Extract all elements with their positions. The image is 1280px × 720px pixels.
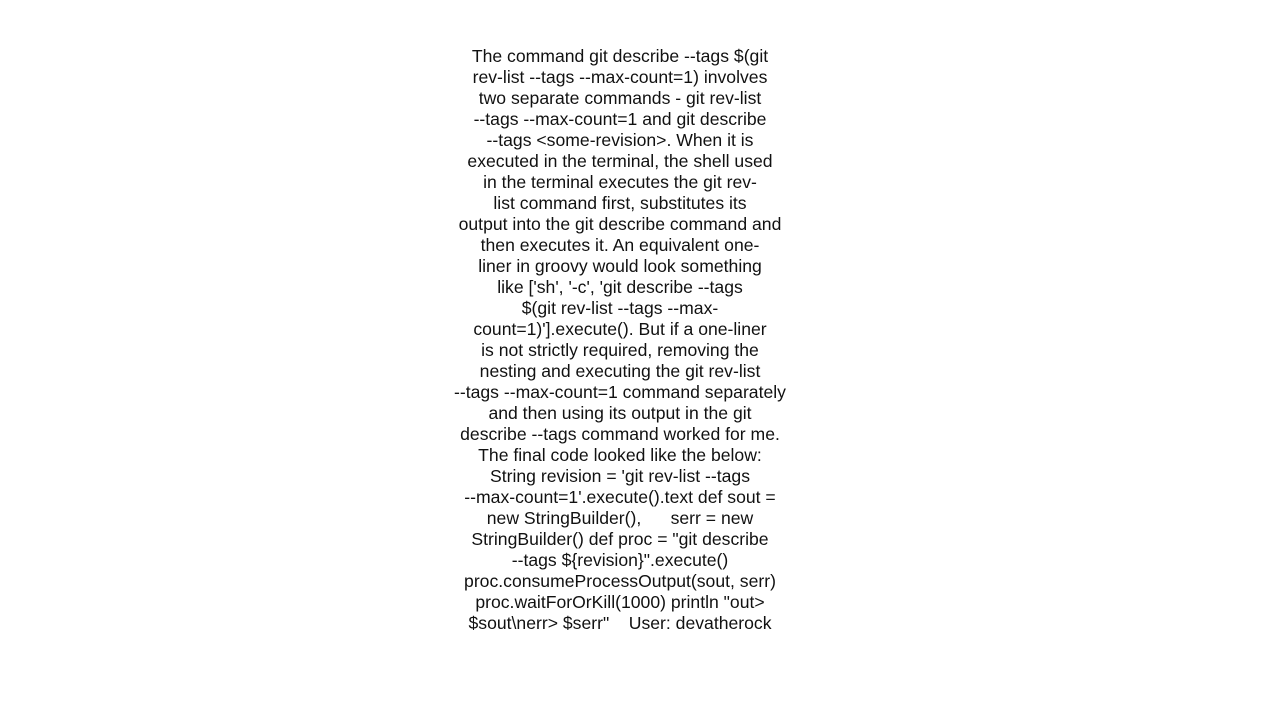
- text-line: --max-count=1'.execute().text def sout =: [464, 487, 776, 507]
- text-line: rev-list --tags --max-count=1) involves: [472, 67, 768, 87]
- text-line: proc.waitForOrKill(1000) println "out>: [475, 592, 765, 612]
- text-line: in the terminal executes the git rev-: [483, 172, 757, 192]
- text-line: --tags <some-revision>. When it is: [486, 130, 754, 150]
- text-line: The final code looked like the below:: [478, 445, 762, 465]
- text-line: output into the git describe command and: [458, 214, 782, 234]
- text-line: count=1)'].execute(). But if a one-liner: [473, 319, 767, 339]
- answer-text: [440, 46, 800, 634]
- text-line: $(git rev-list --tags --max-: [521, 298, 719, 318]
- text-line: is not strictly required, removing the: [481, 340, 759, 360]
- text-line: nesting and executing the git rev-list: [479, 361, 761, 381]
- text-line: String revision = 'git rev-list --tags: [489, 466, 750, 486]
- text-line: new StringBuilder(), serr = new: [486, 508, 754, 528]
- text-line: --tags --max-count=1 and git describe: [473, 109, 767, 129]
- text-line: describe --tags command worked for me.: [460, 424, 780, 444]
- text-line: list command first, substitutes its: [493, 193, 747, 213]
- text-line: and then using its output in the git: [488, 403, 752, 423]
- text-line: --tags ${revision}".execute(): [511, 550, 729, 570]
- text-line: liner in groovy would look something: [478, 256, 762, 276]
- text-line: two separate commands - git rev-list: [478, 88, 762, 108]
- text-line: like ['sh', '-c', 'git describe --tags: [497, 277, 743, 297]
- text-line: then executes it. An equivalent one-: [480, 235, 760, 255]
- text-line: The command git describe --tags $(git: [471, 46, 769, 66]
- text-line-with-user: $sout\nerr> $serr" User: devatherock: [468, 613, 772, 633]
- text-line: proc.consumeProcessOutput(sout, serr): [464, 571, 776, 591]
- text-line: --tags --max-count=1 command separately: [454, 382, 786, 402]
- text-line: StringBuilder() def proc = "git describe: [471, 529, 769, 549]
- text-line: executed in the terminal, the shell used: [467, 151, 773, 171]
